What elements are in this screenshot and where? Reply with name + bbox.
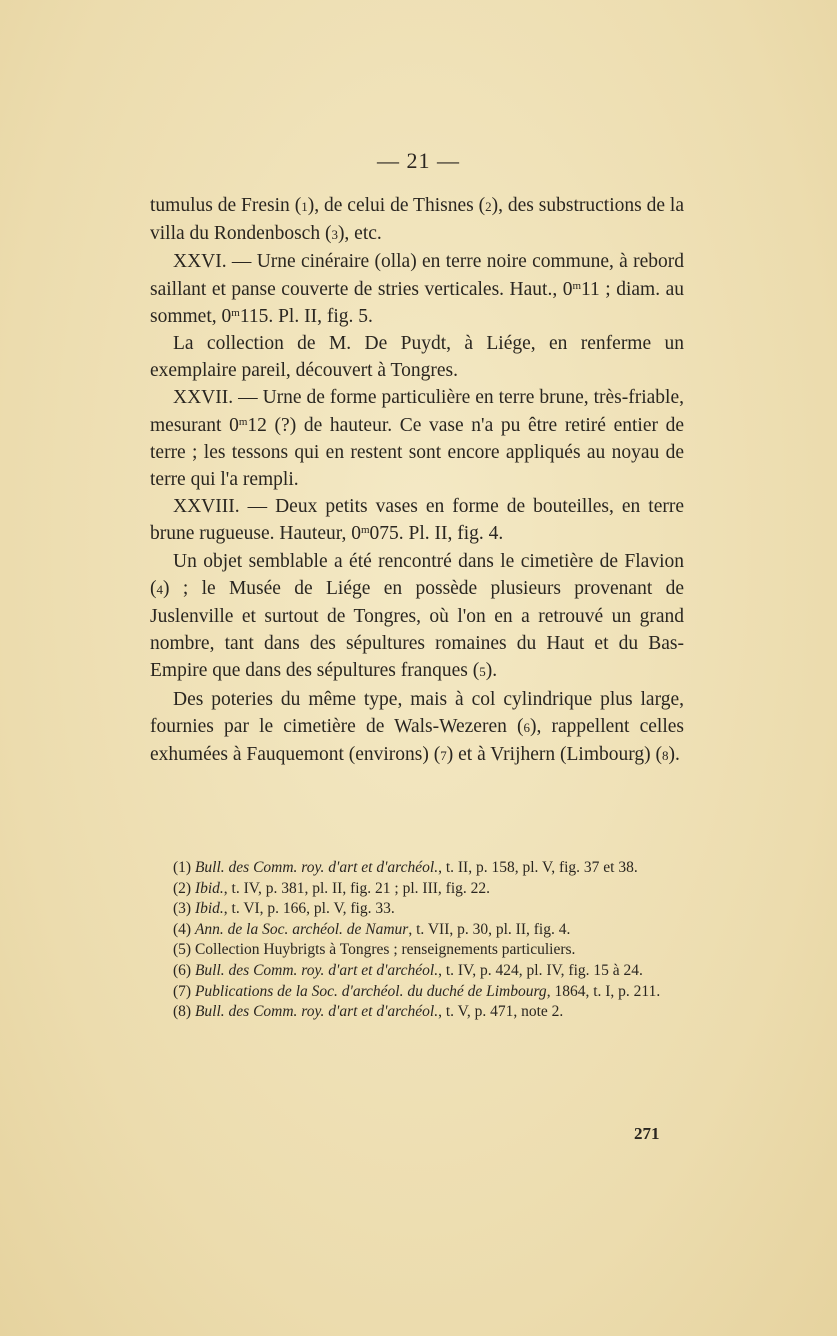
footnote-number: (7): [173, 982, 192, 1000]
footnote-text: , t. II, p. 158, pl. V, fig. 37 et 38.: [438, 859, 638, 876]
footnote-text: , t. VII, p. 30, pl. II, fig. 4.: [408, 920, 571, 938]
body-text: [150, 192, 684, 769]
footnote-number: (8): [173, 1003, 192, 1021]
page-number-bottom: 271: [634, 1124, 660, 1143]
text: 115. Pl. II, fig. 5.: [239, 305, 373, 327]
footnote-number: (1): [173, 859, 192, 876]
paragraph-2: [150, 248, 684, 330]
footnote-text: Collection Huybrigts à Tongres ; renseignements particuliers.: [194, 941, 576, 959]
unit: m: [572, 279, 582, 292]
footnote-source: Bull. des Comm. roy. d'art et d'archéol.: [194, 1003, 439, 1021]
footnote-ref: 2: [485, 199, 492, 214]
paragraph-1: [150, 192, 684, 248]
footnote-number: (2): [173, 879, 192, 897]
text: ), de celui de Thisnes (: [307, 195, 486, 216]
text: Des poteries du même type, mais à col cylindrique plus large, fournies par le cimetière de Wals-Wezeren (: [150, 688, 684, 737]
paragraph-7: [150, 686, 684, 770]
paragraph-6: [150, 548, 684, 686]
text: XXVII. — Urne de forme particulière en terre brune, très-friable, mesurant 0: [150, 387, 684, 436]
text: ), des substructions de la villa du Rondenbosch (: [150, 195, 684, 245]
unit: m: [238, 415, 248, 428]
footnote-source: Ann. de la Soc. archéol. de Namur: [194, 920, 409, 938]
footnote-source: Publications de la Soc. d'archéol. du duché de Limbourg: [194, 982, 547, 1000]
footnote: [150, 858, 684, 879]
footnote: [150, 982, 684, 1003]
text: 11 ; diam. au sommet, 0: [150, 278, 684, 327]
footnote-text: , t. V, p. 471, note 2.: [438, 1003, 564, 1021]
text: ).: [485, 660, 498, 682]
unit: m: [360, 524, 370, 537]
footnote-source: Ibid.: [194, 879, 224, 897]
text: ), etc.: [337, 223, 382, 245]
text: tumulus de Fresin (: [150, 195, 302, 216]
page-number-top: — 21 —: [377, 148, 460, 173]
footnote: [150, 961, 684, 982]
footnote-text: , t. IV, p. 381, pl. II, fig. 21 ; pl. III, fig. 22.: [223, 879, 490, 897]
footnote-ref: 5: [479, 664, 486, 680]
text: XXVIII. — Deux petits vases en forme de bouteilles, en terre brune rugueuse. Hauteur, 0: [150, 496, 684, 545]
footnote-text: , 1864, t. I, p. 211.: [546, 982, 661, 1000]
footnote-source: Bull. des Comm. roy. d'art et d'archéol.: [194, 859, 439, 876]
text: 12 (?) de hauteur. Ce vase n'a pu être retiré entier de terre ; les tessons qui en restent sont encore appliqués au noyau de terre qui l'a rempli.: [150, 414, 684, 491]
footnote: [150, 940, 684, 961]
footnote: [150, 1002, 684, 1023]
footnote: [150, 879, 684, 900]
footnote-ref: 1: [301, 199, 308, 214]
text: ) ; le Musée de Liége en possède plusieurs provenant de Juslenville et surtout de Tongres, où l'on en a retrouvé un grand nombre, tant dans des sépultures romaines du Haut et du Bas-Empire que dans des sépultures franques (: [150, 577, 684, 682]
text: ) et à Vrijhern (Limbourg) (: [446, 744, 663, 766]
text: ).: [668, 744, 680, 766]
footnote-ref: 6: [523, 719, 530, 735]
footnote-ref: 3: [331, 227, 338, 243]
footnote-number: (3): [173, 900, 192, 918]
footnote-source: Ibid.: [194, 900, 224, 918]
footnote-ref: 7: [440, 748, 447, 764]
footnotes: [150, 858, 684, 1023]
text: Un objet semblable a été rencontré dans le cimetière de Flavion (: [150, 550, 684, 599]
paragraph-4: [150, 384, 684, 493]
footnote-source: Bull. des Comm. roy. d'art et d'archéol.: [194, 961, 439, 979]
paragraph-3: La collection de M. De Puydt, à Liége, en renferme un exemplaire pareil, découvert à Tongres.: [150, 333, 684, 382]
footnote-ref: 8: [662, 748, 669, 764]
text: XXVI. — Urne cinéraire (olla) en terre noire commune, à rebord saillant et panse couverte de stries verticales. Haut., 0: [150, 251, 684, 300]
text: 075. Pl. II, fig. 4.: [369, 523, 504, 545]
footnote-number: (4): [173, 920, 192, 938]
footnote: [150, 899, 684, 920]
footnote-number: (5): [173, 941, 192, 959]
text: ), rappellent celles exhumées à Fauquemont (environs) (: [150, 715, 684, 766]
footnote-number: (6): [173, 961, 192, 979]
footnote-ref: 4: [156, 581, 163, 597]
footnote-text: , t. VI, p. 166, pl. V, fig. 33.: [223, 900, 395, 918]
footnote-text: , t. IV, p. 424, pl. IV, fig. 15 à 24.: [438, 961, 643, 979]
paragraph-5: [150, 493, 684, 547]
footnote: [150, 920, 684, 941]
unit: m: [231, 306, 240, 319]
